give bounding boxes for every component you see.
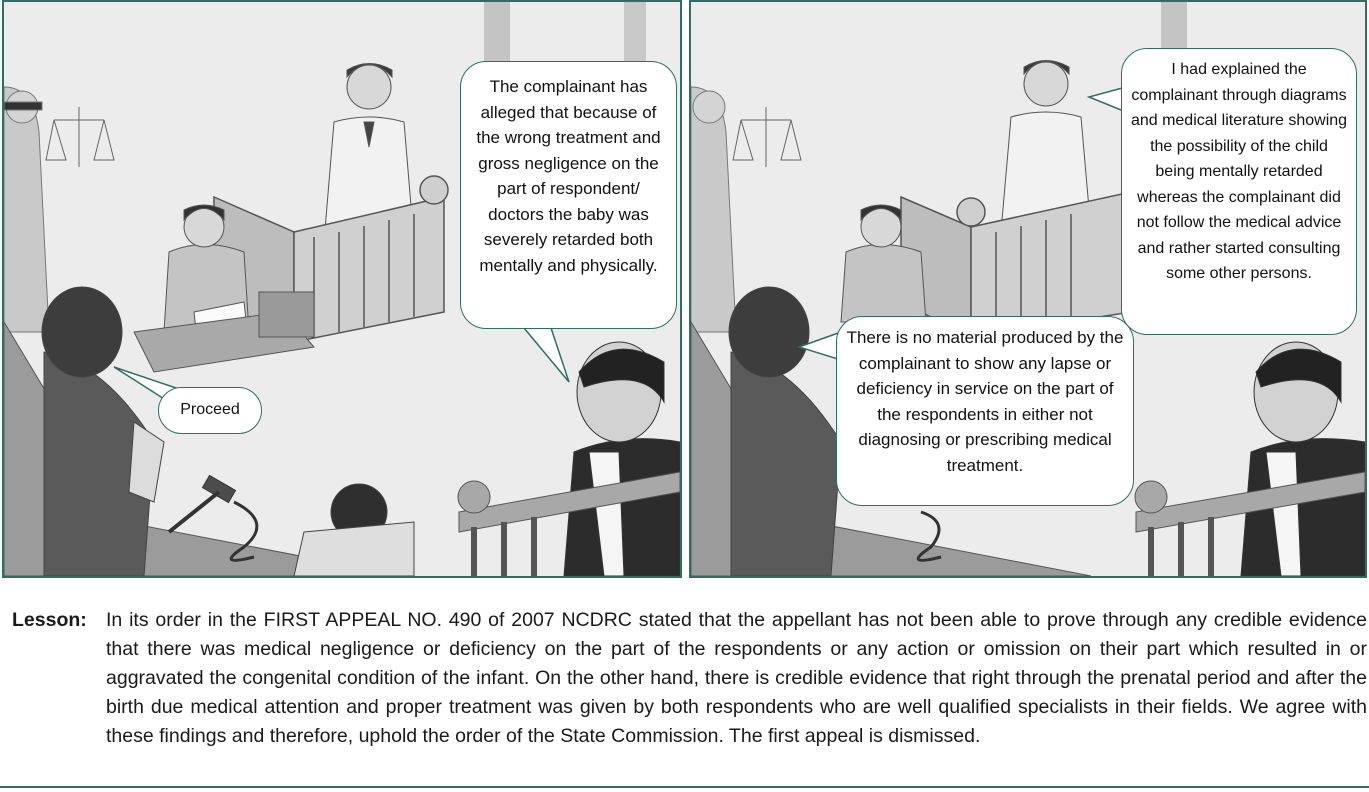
lawyer-speech-text: The complainant has alleged that because of the wrong treatment and gross negligence on the part of respondent/ doctors the baby was severely retarded both mentally and physically. — [476, 77, 661, 275]
comic-panel-2 — [689, 0, 1367, 578]
doctor-speech-text: I had explained the complainant through diagrams and medical literature showing the possibility of the child being mentally retarded whereas the complainant did not follow the medical advice and rather started consulting some other persons. — [1130, 61, 1348, 282]
doctor-speech-bubble — [1121, 48, 1357, 335]
stack-of-books — [259, 292, 314, 337]
judge-speech-text: There is no material produced by the complainant to show any lapse or deficiency in service on the part of the respondents in either not diagnosing or prescribing medical treatment. — [846, 328, 1124, 475]
lesson-text: In its order in the FIRST APPEAL NO. 490 of 2007 NCDRC stated that the appellant has not been able to prove through any credible evidence that there was medical negligence or deficiency on the part of the respondents or any action or omission on their part which resulted in or aggravated the congenital condition of the infant. On the other hand, there is credible evidence that right through the prenatal period and after the birth due medical attention and proper treatment was given by both respondents who are well qualified specialists in their fields. We agree with these findings and therefore, uphold the order of the State Commission. The first appeal is dismissed. — [106, 609, 1367, 747]
judge-speech-text: Proceed — [180, 401, 240, 418]
comic-panel-1 — [2, 0, 682, 578]
lawyer-speech-bubble — [460, 61, 677, 329]
judge-speech-bubble — [158, 387, 262, 434]
judge-speech-bubble — [836, 316, 1134, 506]
bottom-divider — [0, 786, 1369, 788]
lawyer-figure — [564, 342, 680, 576]
lesson-label: Lesson: — [12, 609, 87, 631]
